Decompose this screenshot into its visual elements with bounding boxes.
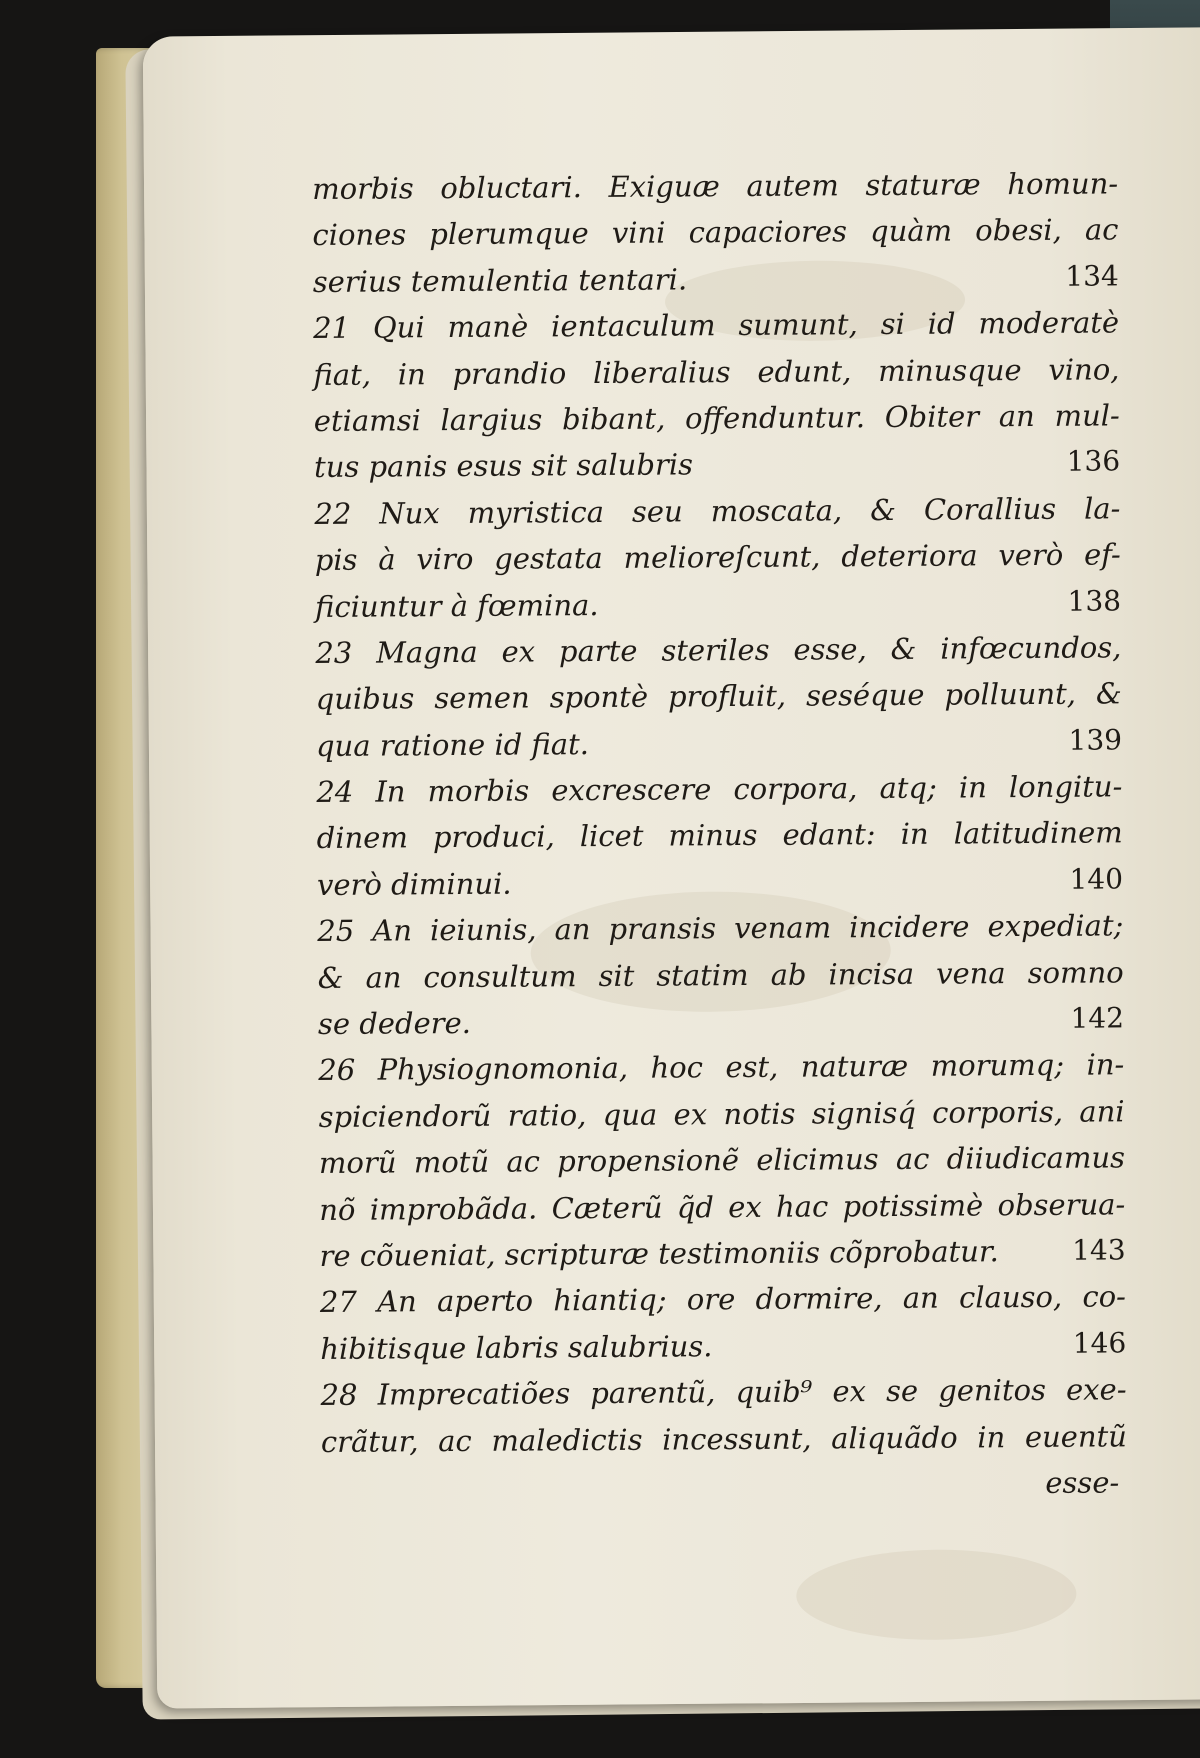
text-line — [318, 995, 1124, 1047]
line-text: 25 An ieiunis, an pransis venam incidere expediat; — [317, 908, 1124, 949]
text-line — [318, 949, 1124, 1001]
text-line — [318, 1088, 1124, 1140]
text-line — [312, 160, 1118, 212]
page-reference: 146 — [1072, 1326, 1127, 1360]
text-line — [315, 531, 1121, 583]
page-reference: 138 — [1067, 583, 1122, 618]
text-line — [320, 1320, 1126, 1372]
line-text: quibus semen spontè profluit, seséque polluunt, & — [315, 676, 1122, 717]
page-reference: 134 — [1065, 259, 1119, 293]
line-text: 28 Imprecatiões parentũ, quib⁹ ex se genitos exe- — [320, 1372, 1127, 1413]
text-line — [320, 1367, 1126, 1419]
line-text: 22 Nux myristica seu moscata, & Corallius la- — [314, 491, 1121, 531]
text-line — [313, 253, 1119, 305]
line-text: 21 Qui manè ientaculum sumunt, si id moderatè — [313, 305, 1120, 346]
page-reference: 140 — [1069, 862, 1124, 896]
text-line — [317, 810, 1123, 862]
paper-stain — [796, 1549, 1077, 1641]
text-line — [316, 763, 1122, 815]
line-text: re cõueniat, scripturæ testimoniis cõprobatur. — [319, 1234, 999, 1273]
line-text: qua ratione id fiat. — [315, 726, 590, 763]
line-text: ciones plerumque vini capaciores quàm obesi, ac — [312, 212, 1119, 253]
index-text — [312, 160, 1127, 1511]
text-line — [319, 1227, 1125, 1279]
line-text: fiat, in prandio liberalius edunt, minusque vino, — [313, 351, 1120, 392]
line-text: se dedere. — [317, 1005, 472, 1042]
line-text: verò diminui. — [316, 866, 512, 902]
text-line — [316, 671, 1122, 723]
page-reference: 143 — [1072, 1233, 1126, 1267]
line-text: dinem produci, licet minus edant: in latitudinem — [316, 815, 1123, 856]
text-line — [314, 439, 1120, 491]
line-text: nõ improbãda. Cæterũ q̃d ex hac potissimè obserua- — [319, 1186, 1126, 1227]
text-line — [317, 856, 1123, 908]
catchword: esse- — [1045, 1465, 1120, 1500]
text-line — [314, 485, 1120, 537]
text-line — [320, 1274, 1126, 1326]
line-text: hibitisque labris salubrius. — [320, 1328, 713, 1366]
line-text: 24 In morbis excrescere corpora, atq; in longitu- — [316, 769, 1123, 810]
line-text: 26 Physiognomonia, hoc est, naturæ morumq; in- — [318, 1047, 1125, 1088]
page-reference: 139 — [1068, 723, 1123, 757]
line-text: crãtur, ac maledictis incessunt, aliquãdo in euentũ — [320, 1418, 1128, 1459]
text-line — [318, 1042, 1124, 1094]
line-text: ficiuntur à fœmina. — [314, 587, 599, 624]
line-text: pis à viro gestata melioreſcunt, deteriora verò ef- — [314, 537, 1121, 578]
text-line — [312, 207, 1118, 259]
text-line — [319, 1181, 1125, 1233]
line-text: morũ motũ ac propensionẽ elicimus ac diiudicamus — [318, 1140, 1126, 1181]
line-text: morbis obluctari. Exiguæ autem staturæ homun- — [312, 166, 1119, 206]
line-text: 23 Magna ex parte steriles esse, & infœcundos, — [315, 630, 1122, 670]
text-line — [313, 300, 1119, 352]
line-text: 27 An aperto hiantiq; ore dormire, an clauso, co- — [319, 1279, 1127, 1320]
text-line — [319, 1135, 1125, 1187]
text-line — [317, 903, 1123, 955]
text-line — [321, 1413, 1127, 1465]
text-line — [314, 392, 1120, 444]
text-line — [313, 346, 1119, 398]
line-text: etiamsi largius bibant, offenduntur. Obiter an mul- — [313, 398, 1120, 438]
line-text: & an consultum sit statim ab incisa vena somno — [317, 954, 1124, 995]
line-text: spiciendorũ ratio, qua ex notis signisq́ corporis, ani — [318, 1094, 1125, 1134]
text-line — [315, 578, 1121, 630]
line-text: tus panis esus sit salubris — [313, 447, 694, 485]
page-reference: 136 — [1066, 444, 1121, 479]
page-reference: 142 — [1070, 1001, 1125, 1035]
line-text: serius temulentia tentari. — [312, 262, 688, 299]
text-line — [316, 717, 1122, 769]
catchword-line — [321, 1459, 1127, 1511]
text-line — [315, 624, 1121, 676]
